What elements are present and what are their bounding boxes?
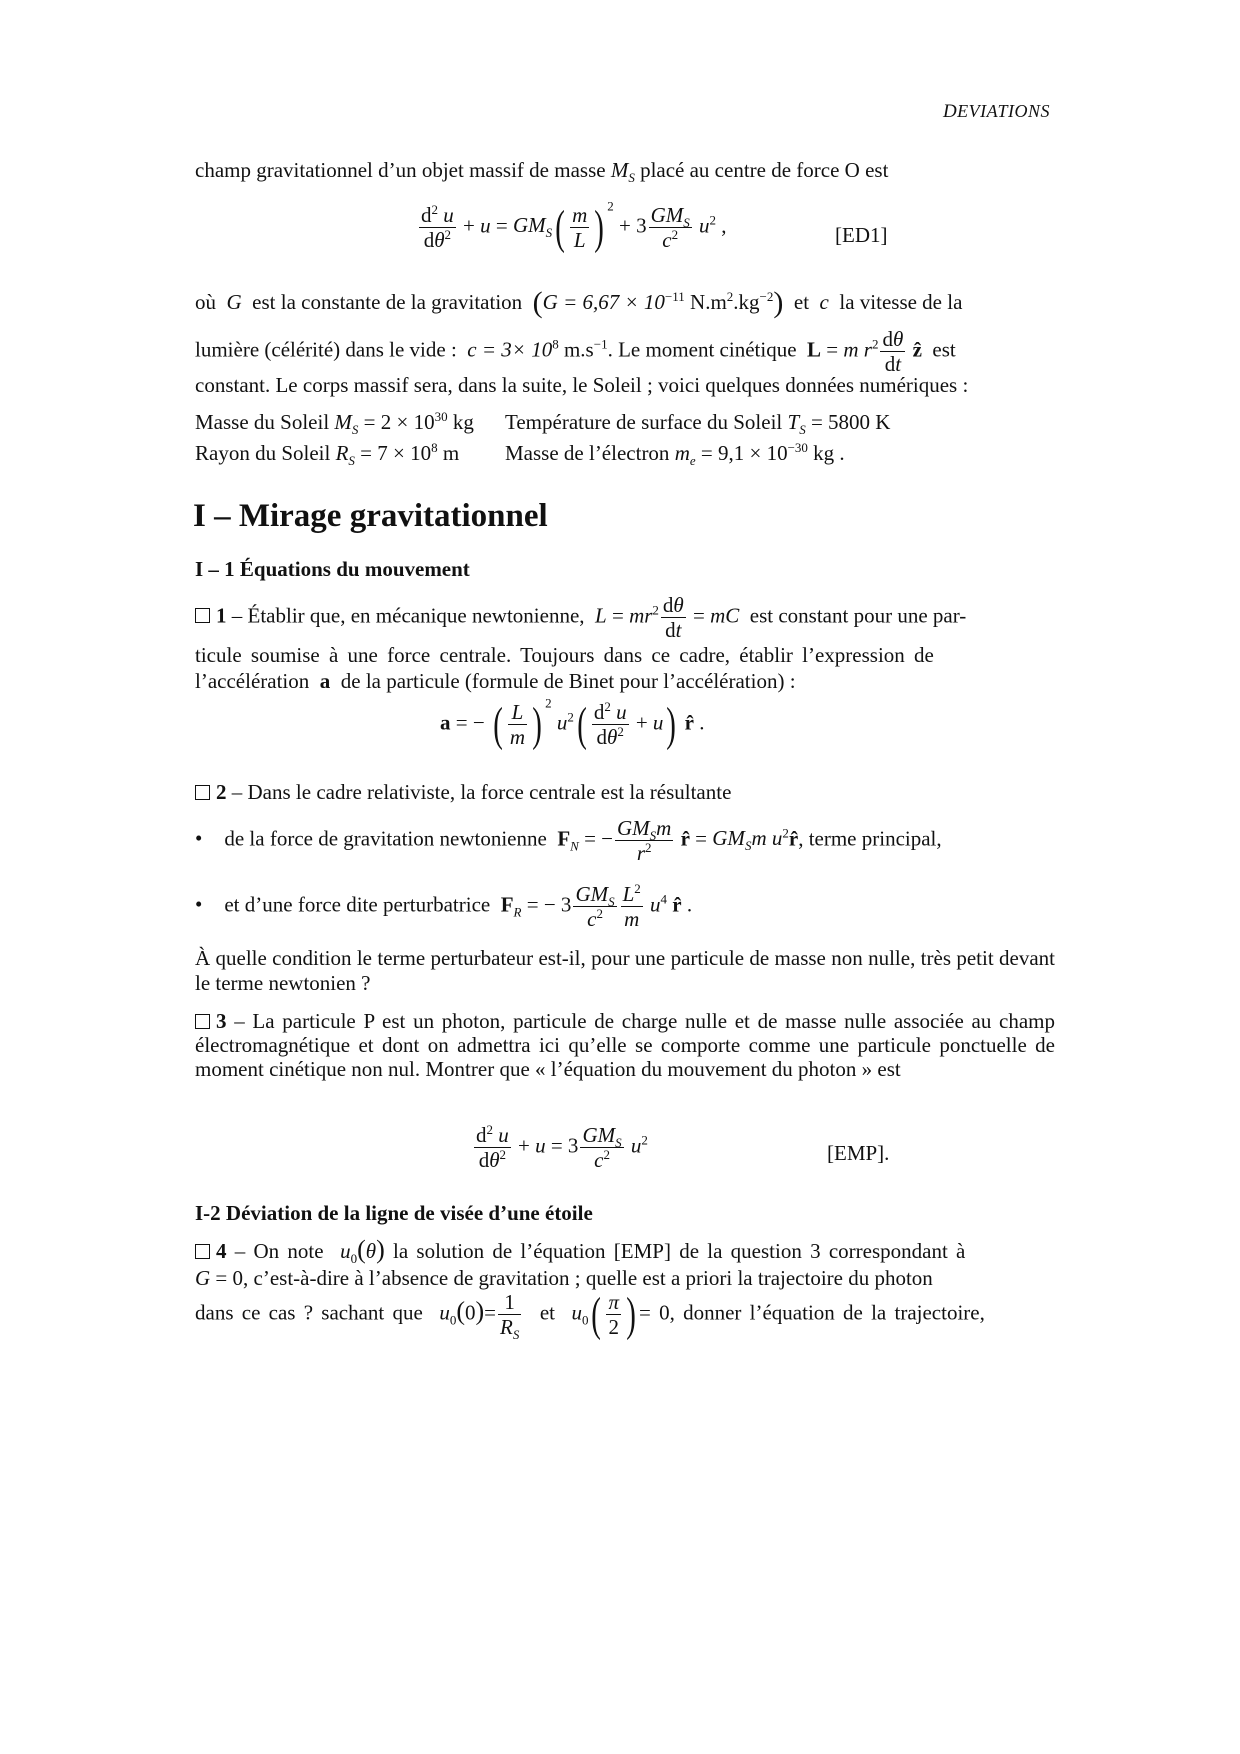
question-1-line2: ticule soumise à une force centrale. Toujours dans ce cadre, établir l’expression de <box>195 643 934 667</box>
constant-line: constant. Le corps massif sera, dans la suite, le Soleil ; voici quelques données numériques : <box>195 373 969 397</box>
sun-temperature: Température de surface du Soleil $T_S = 5800$ K <box>505 410 891 438</box>
intro-line: champ gravitationnel d’un objet massif de masse $M_S$ placé au centre de force O est <box>195 158 889 186</box>
question-4-line2: G = 0, c’est-à-dire à l’absence de gravitation ; quelle est a priori la trajectoire du photon <box>195 1266 933 1290</box>
equation-emp: $\frac{d^2 u}{d\theta^2}$ + u = 3 $\frac{GM_S}{c^2}$ $u^2$ <box>476 1122 648 1172</box>
electron-mass: Masse de l’électron $m_e = 9,1 \times 10^{-30}$ kg . <box>505 440 845 469</box>
checkbox-icon <box>195 785 210 800</box>
equation-ed1: $\frac{d^2 u}{d\theta^2}$ + $u = GM_S$( $\frac{m}{L}$ ) $^2$ + 3 $\frac{GM_S}{c^2}$ $u^2$ , <box>421 198 727 254</box>
question-4-line3: dans ce cas ? sachant que $u_0(0)=$ $\frac{1}{R_S}$ et $u_0$( $\frac{\pi}{2}$ ) = 0, donner l’équation de la trajectoire, <box>195 1287 985 1343</box>
question-2-condition: À quelle condition le terme perturbateur est-il, pour une particule de masse non nulle, très petit devant le terme newtonien ? <box>195 946 1055 995</box>
sun-mass: Masse du Soleil $M_S = 2 \times 10^{30}$ kg <box>195 409 474 438</box>
equation-binet: a = − ( $\frac{L}{m}$ ) $^2$ $u^2$( $\frac{d^2 u}{d\theta^2}$ + u) r̂ . <box>440 695 705 751</box>
bullet-newton-force: • de la force de gravitation newtonienne $F_N$ = − $\frac{GM_Sm}{r^2}$ r̂ = $GM_Sm$ $u^2r̂$, terme principal, <box>195 816 942 865</box>
checkbox-icon <box>195 608 210 623</box>
subsection-title-2: I-2 Déviation de la ligne de visée d’une étoile <box>195 1201 593 1225</box>
running-header: DEVIATIONS <box>942 101 1050 122</box>
checkbox-icon <box>195 1014 210 1029</box>
checkbox-icon <box>195 1244 210 1259</box>
equation-tag-ed1: [ED1] <box>835 223 888 247</box>
equation-tag-emp: [EMP]. <box>827 1141 890 1165</box>
section-title: I – Mirage gravitationnel <box>193 498 548 534</box>
sun-radius: Rayon du Soleil $R_S = 7 \times 10^8$ m <box>195 440 460 469</box>
gravitation-constant-line: où G est la constante de la gravitation ($G = 6,67 \times 10^{-11}$ $N.m^2.kg^{-2}$) et c la vitesse de la <box>195 286 963 319</box>
light-speed-line: lumière (célérité) dans le vide : $c = 3\times 10^8$ $m.s^{-1}$. Le moment cinétique L = m $r^2$ $\frac{d\theta}{dt}$ ẑ est <box>195 327 956 376</box>
bullet-perturbative-force: • et d’une force dite perturbatrice $F_R$ = − 3 $\frac{GM_S}{c^2}$ $\frac{L^2}{m}$ $u^4$ r̂ . <box>195 881 693 931</box>
question-1: 1 – Établir que, en mécanique newtonienne, $L = mr^2$ $\frac{d\theta}{dt}$ = mC est constant pour une par- <box>195 593 1055 642</box>
question-3: 3 – La particule P est un photon, particule de charge nulle et de masse nulle associée au champ électromagnétique et dont on admettra ici qu’elle se comporte comme une particule ponctuelle de moment cinétique non nul. Montrer que « l’équation du mouvement du photon » est <box>195 1009 1056 1081</box>
question-2: 2 – Dans le cadre relativiste, la force centrale est la résultante <box>195 779 731 806</box>
subsection-title-1: I – 1 Équations du mouvement <box>195 557 470 581</box>
question-4: 4 – On note $u_0(\theta)$ la solution de l’équation [EMP] de la question 3 correspondant à <box>195 1236 1055 1265</box>
question-1-line3: l’accélération a de la particule (formule de Binet pour l’accélération) : <box>195 669 796 693</box>
